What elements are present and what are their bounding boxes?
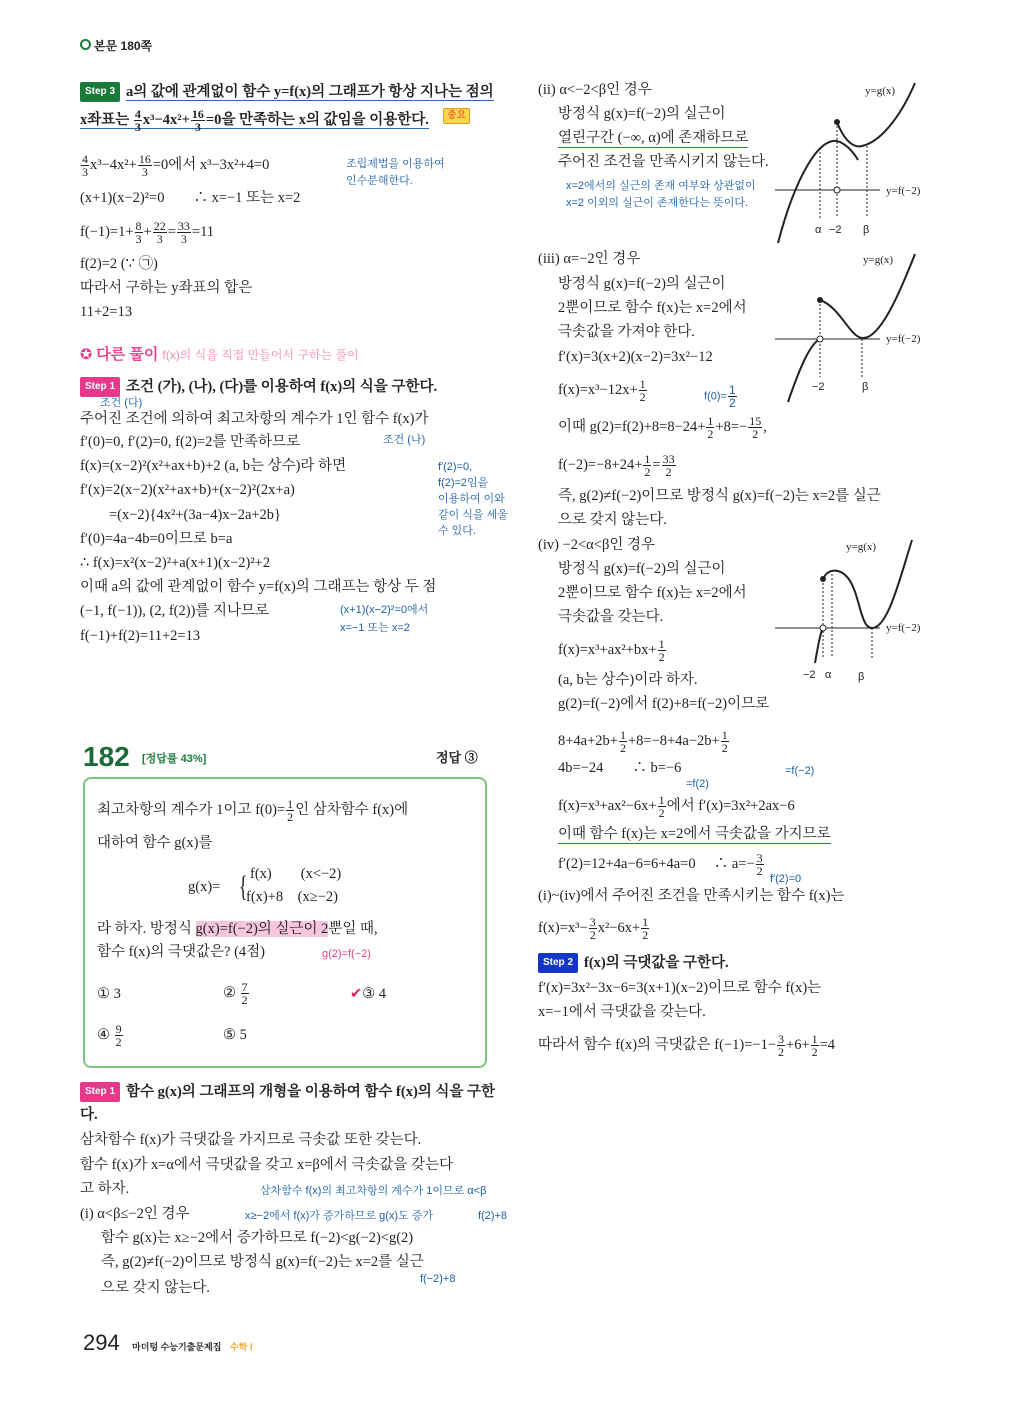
case-heading: (ii) α<−2<β인 경우 — [538, 82, 652, 98]
eq-line: f′(x)=2(x−2)(x²+ax+b)+(x−2)²(2x+a) — [80, 482, 295, 498]
important-badge: 중요 — [443, 108, 470, 124]
case-heading: (iii) α=−2인 경우 — [538, 251, 641, 267]
page-reference-text: 본문 180쪽 — [94, 39, 153, 53]
tick: α — [825, 669, 832, 681]
fraction: $\frac{4}{3}$ — [134, 107, 141, 135]
problem-text-3 — [97, 920, 378, 938]
graph-label: y=f(−2) — [886, 622, 921, 634]
fraction: $\frac{33}{3}$ — [177, 219, 190, 246]
note: =f(−2) — [785, 765, 815, 777]
eq-line: f′(2)=12+4a−6=6+4a=0 ∴ a=− $\frac{3}{2}$ — [558, 851, 763, 878]
eq-line: (i)~(iv)에서 주어진 조건을 만족시키는 함수 f(x)는 — [538, 888, 845, 904]
step-3-line-2 — [80, 108, 470, 133]
note: 수 있다. — [438, 525, 476, 537]
eq-line: 으로 갖지 않는다. — [558, 512, 667, 528]
eq-line: 따라서 구하는 y좌표의 합은 — [80, 280, 253, 296]
eq-line: 따라서 함수 f(x)의 극댓값은 f(−1)=−1− $\frac{3}{2}$ +6+ $\frac{1}{2}$ =4 — [538, 1032, 836, 1059]
note: f′(2)=0 — [770, 873, 802, 885]
eq-line: 즉, g(2)≠f(−2)이므로 방정식 g(x)=f(−2)는 x=2를 실근 — [101, 1254, 424, 1270]
fraction: $\frac{33}{2}$ — [662, 452, 675, 479]
note: 이용하여 이와 — [438, 493, 505, 505]
eq-line: g(2)=f(−2)에서 f(2)+8=f(−2)이므로 — [558, 696, 770, 712]
case-1: f(x) (x<−2) — [250, 866, 342, 882]
eq-line: ∴ f(x)=x²(x−2)²+a(x+1)(x−2)²+2 — [80, 555, 271, 571]
eq-line: f(x)=x³−12x+ $\frac{1}{2}$ — [558, 377, 646, 404]
choice-label: ③ 4 — [362, 986, 387, 1002]
eq-line: f(2)=2 (∵ ㉠) — [80, 256, 158, 272]
step-3-title-2: x좌표는 $\frac{4}{3}$ x³−4x²+ $\frac{16}{3}$ =0을 만족하는 x의 값임을 이용한다. — [80, 107, 429, 135]
note: x=2에서의 실근의 존재 여부와 상관없이 — [566, 180, 756, 192]
note: x=−1 또는 x=2 — [340, 622, 410, 634]
eq-line: f(x)=x³+ax²+bx+ $\frac{1}{2}$ — [558, 637, 665, 664]
problem-text: 함수 f(x)의 극댓값은? (4점) — [97, 944, 266, 960]
eq-line: f(−2)=−8+24+ $\frac{1}{2}$ = $\frac{33}{2}$ — [558, 452, 675, 479]
check-icon: ✔ — [350, 986, 363, 1002]
eq-line: f′(x)=3(x+2)(x−2)=3x²−12 — [558, 349, 713, 365]
step-1-heading — [80, 1082, 495, 1102]
page-reference — [80, 37, 152, 55]
star-icon: ✪ — [80, 347, 97, 363]
tick: β — [858, 671, 865, 683]
note: x=2 이외의 실근이 존재한다는 뜻이다. — [566, 197, 749, 209]
eq-line: =(x−2){4x²+(3a−4)x−2a+2b} — [80, 507, 282, 523]
eq-line: 이때 함수 f(x)는 x=2에서 극솟값을 가지므로 — [558, 826, 831, 842]
subject: 수학 Ⅰ — [230, 1342, 253, 1352]
eq-line: 방정식 g(x)=f(−2)의 실근이 — [558, 561, 726, 577]
closed-point — [834, 119, 840, 125]
eq-line: 으로 갖지 않는다. — [101, 1280, 210, 1296]
eq-line: f(x)=x³− $\frac{3}{2}$ x²−6x+ $\frac{1}{2}$ — [538, 915, 649, 942]
eq-line: 고 하자. — [80, 1181, 130, 1197]
note: =f(2) — [686, 778, 709, 790]
step-1-tag: Step 1 — [80, 1082, 120, 1102]
step-3-heading — [80, 82, 494, 102]
case-heading: (iv) −2<α<β인 경우 — [538, 537, 655, 553]
eq-line: 극솟값을 갖는다. — [558, 609, 664, 625]
graph-case-iv — [770, 538, 950, 678]
fraction: $\frac{3}{2}$ — [756, 851, 763, 878]
problem-text: 뿐일 때, — [328, 921, 378, 937]
step-3-tag: Step 3 — [80, 82, 120, 102]
eq-line: 함수 f(x)가 x=α에서 극댓값을 갖고 x=β에서 극솟값을 갖는다 — [80, 1157, 454, 1173]
problem-text: 대하여 함수 g(x)를 — [97, 835, 213, 851]
note: f(2)+8 — [478, 1210, 508, 1222]
note: x≥−2에서 f(x)가 증가하므로 g(x)도 증가 — [245, 1210, 434, 1222]
fraction: $\frac{1}{2}$ — [728, 383, 736, 410]
case-2: f(x)+8 (x≥−2) — [246, 889, 338, 905]
problem-text: 최고차항의 계수가 1이고 f(0)= $\frac{1}{2}$ 인 삼차함수 f(x)에 — [97, 797, 409, 824]
fraction: $\frac{4}{3}$ — [82, 152, 88, 179]
fraction: $\frac{16}{3}$ — [138, 152, 151, 179]
choice-5[interactable]: ⑤ 5 — [223, 1027, 247, 1043]
alt-subtitle: f(x)의 식을 직접 만들어서 구하는 풀이 — [162, 348, 359, 362]
eq-line: f(x)=x³+ax²−6x+ $\frac{1}{2}$ 에서 f′(x)=3x²+2ax−6 — [558, 793, 795, 820]
eq-line: 이때 g(2)=f(2)+8=8−24+ $\frac{1}{2}$ +8=− $\frac{15}{2}$ , — [558, 414, 767, 441]
choice-3[interactable] — [350, 985, 386, 1003]
step-title: f(x)의 극댓값을 구한다. — [584, 955, 729, 971]
graph-label: y=g(x) — [865, 85, 896, 97]
eq-line: 방정식 g(x)=f(−2)의 실근이 — [558, 106, 726, 122]
note: f(−2)+8 — [420, 1273, 456, 1285]
graph-label: y=g(x) — [863, 254, 894, 266]
graph-label: y=f(−2) — [886, 185, 921, 197]
tick: −2 — [812, 381, 825, 393]
note: g(2)=f(−2) — [322, 948, 371, 960]
step-title: 조건 (가), (나), (다)를 이용하여 f(x)의 식을 구한다. — [126, 379, 438, 395]
eq-line: f′(0)=0, f′(2)=0, f(2)=2를 만족하므로 — [80, 434, 301, 450]
step-3-title: a의 값에 관계없이 함수 y=f(x)의 그래프가 항상 지나는 점의 — [126, 84, 494, 100]
fraction: $\frac{1}{2}$ — [639, 377, 646, 404]
note: (x+1)(x−2)²=0에서 — [340, 604, 429, 616]
eq-line: 8+4a+2b+ $\frac{1}{2}$ +8=−8+4a−2b+ $\frac{1}{2}$ — [558, 728, 728, 755]
note: 조건 (다) — [100, 397, 143, 409]
eq-line: 11+2=13 — [80, 304, 133, 320]
eq-line: (i) α<β≤−2인 경우 — [80, 1206, 190, 1222]
eq-line: (x+1)(x−2)²=0 ∴ x=−1 또는 x=2 — [80, 190, 301, 206]
closed-point — [820, 576, 826, 582]
note: f′(2)=0, — [438, 461, 473, 473]
step-title-2: 다. — [80, 1107, 98, 1123]
tick: β — [863, 224, 870, 236]
tick: −2 — [829, 224, 842, 236]
fraction: $\frac{1}{2}$ — [644, 452, 651, 479]
note: f(0)= $\frac{1}{2}$ — [704, 383, 736, 410]
eq-line: 즉, g(2)≠f(−2)이므로 방정식 g(x)=f(−2)는 x=2를 실근 — [558, 488, 881, 504]
alt-step-heading — [80, 377, 437, 397]
answer: 정답 ③ — [436, 750, 478, 765]
correct-rate: [정답률 43%] — [142, 753, 207, 765]
fraction: $\frac{1}{2}$ — [658, 793, 665, 820]
graph-label: y=g(x) — [846, 541, 877, 553]
open-point — [834, 187, 840, 193]
graph-case-iii — [770, 252, 950, 412]
eq-line: f′(x)=3x²−3x−6=3(x+1)(x−2)이므로 함수 f(x)는 — [538, 980, 822, 996]
eq-line: 열린구간 (−∞, α)에 존재하므로 — [558, 130, 749, 146]
eq-line: 함수 g(x)는 x≥−2에서 증가하므로 f(−2)<g(−2)<g(2) — [101, 1230, 414, 1246]
eq-line: f(−1)=1+ $\frac{8}{3}$ + $\frac{22}{3}$ = $\frac{33}{3}$ =11 — [80, 219, 215, 246]
note: f(2)=2임을 — [438, 477, 489, 489]
circle-icon — [80, 39, 91, 50]
fraction: $\frac{15}{2}$ — [749, 414, 762, 441]
graph-case-ii — [770, 78, 950, 248]
problem-number: 182 — [83, 741, 130, 772]
fraction: $\frac{1}{2}$ — [658, 637, 665, 664]
fraction: $\frac{9}{2}$ — [115, 1022, 122, 1049]
eq-line: 이때 a의 값에 관계없이 함수 y=f(x)의 그래프는 항상 두 점 — [80, 579, 437, 595]
graph-label: y=f(−2) — [886, 333, 921, 345]
open-point — [820, 625, 826, 631]
fraction: $\frac{3}{2}$ — [778, 1032, 785, 1059]
choice-4[interactable]: ④ $\frac{9}{2}$ — [97, 1022, 122, 1049]
eq-line: x=−1에서 극댓값을 갖는다. — [538, 1004, 706, 1020]
open-point — [817, 336, 823, 342]
note: 인수분해한다. — [346, 175, 413, 187]
brace: { — [238, 870, 248, 903]
eq-line: 4b=−24 ∴ b=−6 — [558, 760, 682, 776]
fraction: $\frac{1}{2}$ — [642, 915, 649, 942]
eq-line: f(x)=(x−2)²(x²+ax+b)+2 (a, b는 상수)라 하면 — [80, 458, 347, 474]
fraction: $\frac{1}{2}$ — [287, 797, 294, 824]
fraction: $\frac{1}{2}$ — [811, 1032, 818, 1059]
note: 같이 식을 세울 — [438, 509, 508, 521]
tick: α — [815, 224, 822, 236]
note: 조립제법을 이용하여 — [346, 158, 445, 170]
note: 삼차함수 f(x)의 최고차항의 계수가 1이므로 α<β — [260, 1185, 487, 1197]
fraction: $\frac{8}{3}$ — [135, 219, 142, 246]
eq-line: (−1, f(−1)), (2, f(2))를 지나므로 — [80, 603, 270, 619]
note: 조건 (나) — [383, 434, 426, 446]
book-title: 마더텅 수능기출문제집 — [132, 1342, 222, 1352]
step-2-heading — [538, 953, 729, 973]
fraction: $\frac{16}{3}$ — [191, 107, 204, 135]
g-lhs: g(x)= — [188, 879, 221, 895]
fraction: $\frac{22}{3}$ — [153, 219, 166, 246]
eq-line: 방정식 g(x)=f(−2)의 실근이 — [558, 276, 726, 292]
choice-2[interactable]: ② $\frac{7}{2}$ — [223, 980, 248, 1007]
eq-line: 삼차함수 f(x)가 극댓값을 가지므로 극솟값 또한 갖는다. — [80, 1132, 422, 1148]
tick: β — [862, 381, 869, 393]
eq-line: (a, b는 상수)이라 하자. — [558, 672, 698, 688]
alt-title: 다른 풀이 — [96, 346, 159, 363]
problem-text: 라 하자. 방정식 — [97, 921, 196, 937]
step-2-tag: Step 2 — [538, 953, 578, 973]
eq-line: 2뿐이므로 함수 f(x)는 x=2에서 — [558, 585, 747, 601]
eq-line: 극솟값을 가져야 한다. — [558, 324, 695, 340]
step-1-tag: Step 1 — [80, 377, 120, 397]
eq-line: f(−1)+f(2)=11+2=13 — [80, 628, 201, 644]
closed-point — [817, 297, 823, 303]
eq-line: 주어진 조건을 만족시키지 않는다. — [558, 154, 769, 170]
page-number: 294 — [83, 1330, 120, 1355]
fraction: $\frac{1}{2}$ — [619, 728, 626, 755]
eq-line: f′(0)=4a−4b=0이므로 b=a — [80, 531, 233, 547]
fraction: $\frac{1}{2}$ — [707, 414, 714, 441]
choice-1[interactable]: ① 3 — [97, 986, 121, 1002]
fraction: $\frac{3}{2}$ — [589, 915, 596, 942]
eq-line: 주어진 조건에 의하여 최고차항의 계수가 1인 함수 f(x)가 — [80, 411, 429, 427]
highlight: g(x)=f(−2)의 실근이 2 — [195, 921, 329, 937]
curve-left — [815, 628, 823, 663]
tick: −2 — [803, 669, 816, 681]
eq-line: 2뿐이므로 함수 f(x)는 x=2에서 — [558, 300, 747, 316]
alt-heading — [80, 346, 359, 364]
eq-line: $\frac{4}{3}$ x³−4x²+ $\frac{16}{3}$ =0에서 x³−3x²+4=0 — [82, 152, 270, 179]
step-title: 함수 g(x)의 그래프의 개형을 이용하여 함수 f(x)의 식을 구한 — [126, 1084, 496, 1100]
fraction: $\frac{7}{2}$ — [241, 980, 248, 1007]
fraction: $\frac{1}{2}$ — [721, 728, 728, 755]
